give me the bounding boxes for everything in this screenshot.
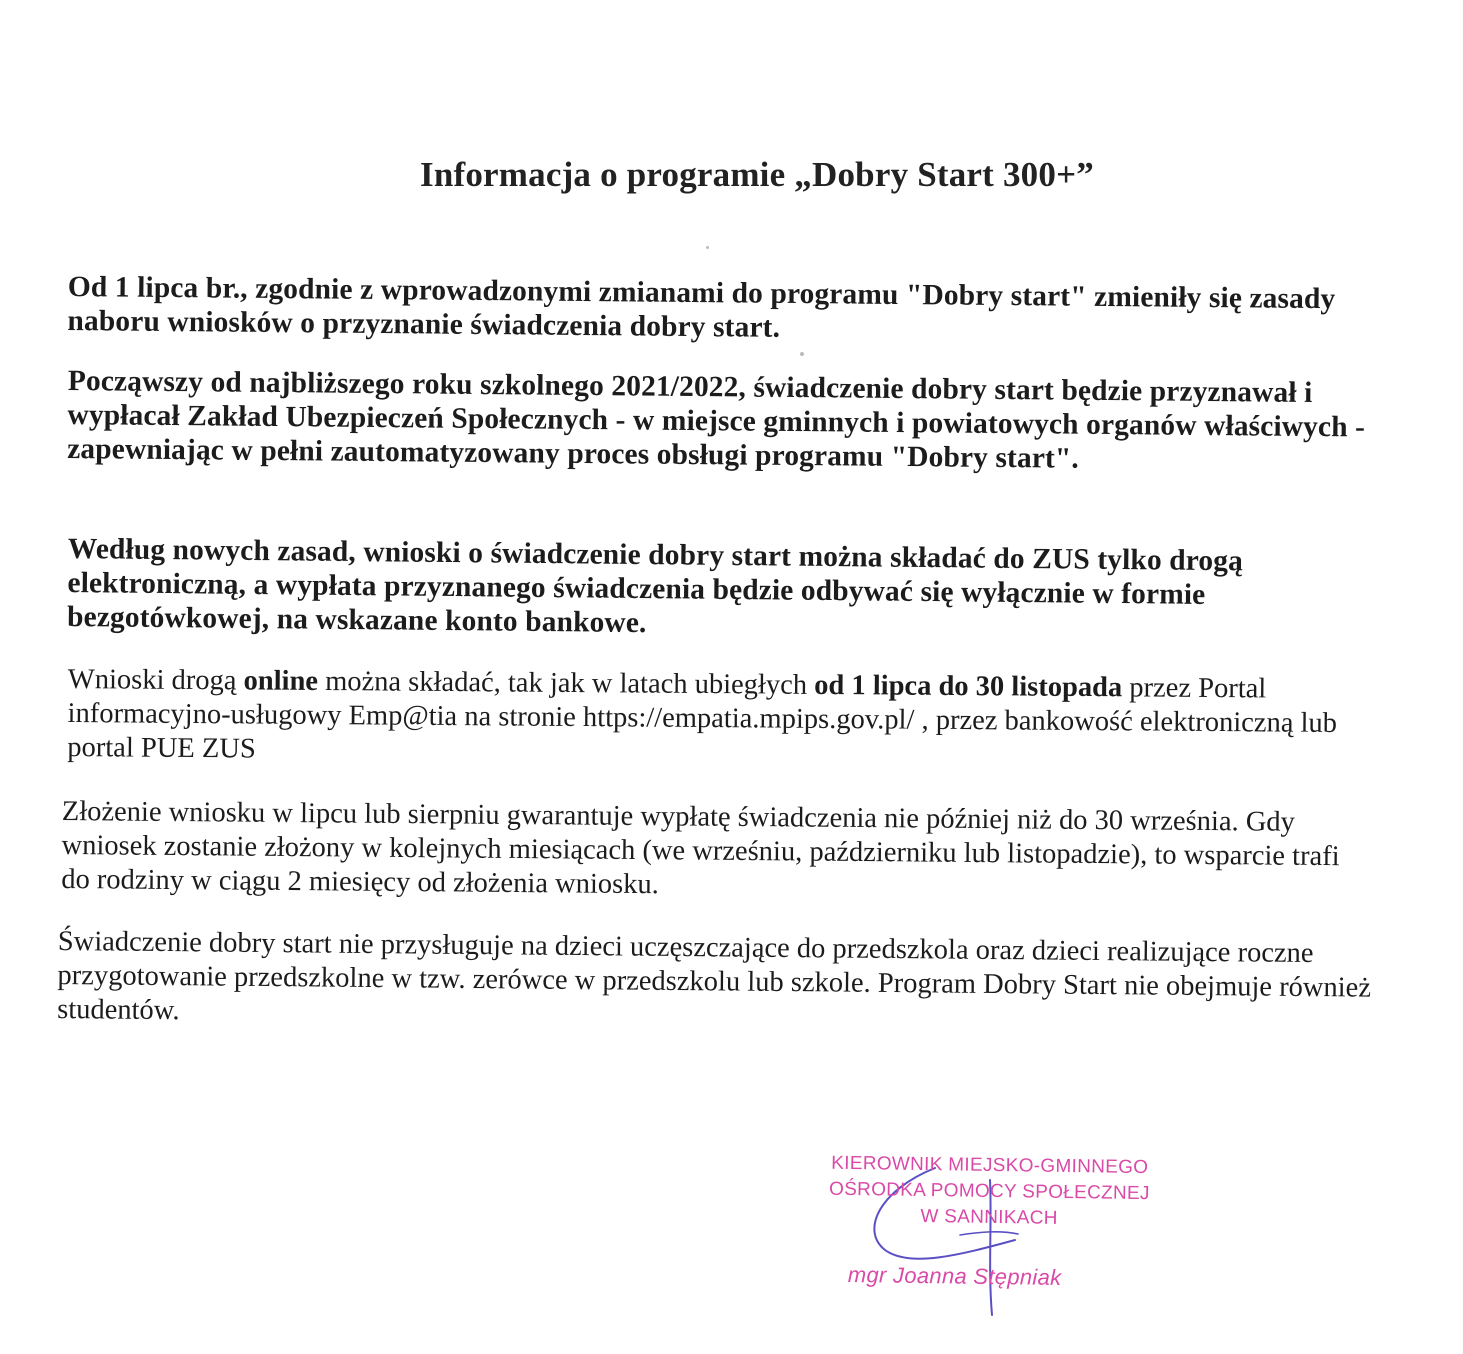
paragraph-4-online: online <box>243 665 319 697</box>
paragraph-3: Według nowych zasad, wnioski o świadczenie dobry start można składać do ZUS tylko drogą elektroniczną, a wypłata przyznanego świadczenia będzie odbywać się wyłącznie w formie bezgotówkowej, na wskazane konto bankowe. <box>66 532 1244 640</box>
paragraph-6: Świadczenie dobry start nie przysługuje na dzieci uczęszczające do przedszkola oraz dzieci realizujące roczne przygotowanie przedszkolne w tzw. zerówce w przedszkolu lub szkole. Program Dobry Start nie obejmuje również studentów. <box>57 925 1372 1027</box>
paragraph-1: Od 1 lipca br., zgodnie z wprowadzonymi zmianami do programu "Dobry start" zmieniły się zasady naboru wniosków o przyznanie świadczenia dobry start. <box>67 270 1336 344</box>
stamp-line-1: KIEROWNIK MIEJSKO-GMINNEGO <box>831 1152 1149 1179</box>
official-stamp <box>779 1150 1200 1234</box>
scan-speck <box>800 352 804 356</box>
stamp-name: mgr Joanna Stępniak <box>847 1262 1062 1290</box>
stamp-line-2: OŚRODKA POMOCY SPOŁECZNEJ <box>828 1178 1150 1205</box>
paragraph-4-text-a: Wnioski drogą <box>67 663 244 697</box>
paragraph-4-text-e: przez Portal informacyjno-usługowy Emp@tia na stronie https://empatia.mpips.gov.pl/ , przez bankowość elektroniczną lub portal PUE ZUS <box>67 672 1338 765</box>
scan-speck <box>706 246 709 249</box>
document-title: Informacja o programie „Dobry Start 300+” <box>420 155 1094 194</box>
stamp-line-3: W SANNIKACH <box>920 1205 1058 1229</box>
paragraph-4-text-c: można składać, tak jak w latach ubiegłych <box>317 665 815 701</box>
paragraph-4 <box>67 663 1403 775</box>
paragraph-4-dates: od 1 lipca do 30 listopada <box>814 669 1123 704</box>
paragraph-5: Złożenie wniosku w lipcu lub sierpniu gwarantuje wypłatę świadczenia nie później niż do 30 września. Gdy wniosek zostanie złożony w kolejnych miesiącach (we wrześniu, październiku lub listopadzie), to wsparcie trafi do rodziny w ciągu 2 miesięcy od złożenia wniosku. <box>61 795 1340 901</box>
paragraph-2: Począwszy od najbliższego roku szkolnego 2021/2022, świadczenie dobry start będzie przyznawał i wypłacał Zakład Ubezpieczeń Społecznych - w miejsce gminnych i powiatowych organów właściwych - zapewniając w pełni zautomatyzowany proces obsługi programu "Dobry start". <box>67 364 1366 475</box>
